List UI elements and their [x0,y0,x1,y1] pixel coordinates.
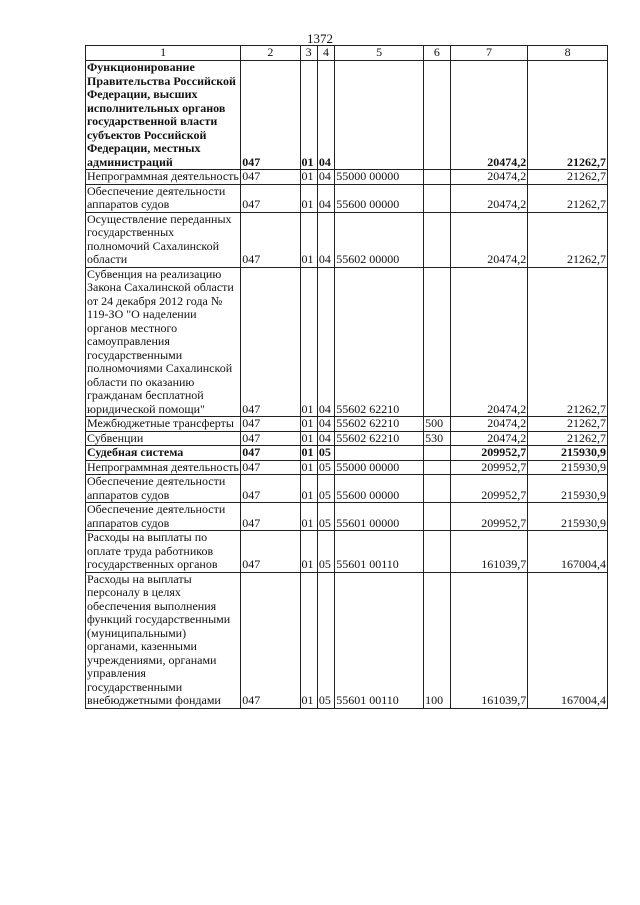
row-name-cell: Расходы на выплаты персоналу в целях обеспечения выполнения функций государственными (муниципальными) органами, казенными учреждениями, органами управления государственными внебюджетными фондами [86,572,241,708]
row-sum-2025-cell: 20474,2 [450,212,528,267]
row-vr-cell [424,267,451,417]
row-ved-cell: 047 [241,572,300,708]
row-ved-cell: 047 [241,417,300,432]
row-csr-cell: 55602 00000 [335,212,424,267]
row-sum-2026-cell: 21262,7 [528,184,608,212]
row-vr-cell [424,170,451,185]
row-pr-cell: 05 [317,446,334,461]
column-header: 3 [300,46,317,61]
row-pr-cell: 04 [317,267,334,417]
row-sum-2025-cell: 161039,7 [450,572,528,708]
table-row [86,503,608,531]
row-pr-cell: 05 [317,503,334,531]
row-sum-2025-cell: 209952,7 [450,475,528,503]
row-name-cell: Субвенция на реализацию Закона Сахалинской области от 24 декабря 2012 года № 119-ЗО "О наделении органов местного самоуправления государственными полномочиями Сахалинской области по оказанию гражданам бесплатной юридической помощи" [86,267,241,417]
row-vr-cell [424,212,451,267]
row-pr-cell: 04 [317,212,334,267]
table-row [86,417,608,432]
row-sum-2026-cell: 167004,4 [528,572,608,708]
budget-table [85,45,608,709]
row-csr-cell: 55000 00000 [335,170,424,185]
row-ved-cell: 047 [241,531,300,573]
table-row [86,475,608,503]
row-csr-cell: 55601 00000 [335,503,424,531]
row-sum-2026-cell: 215930,9 [528,460,608,475]
row-sum-2026-cell: 215930,9 [528,475,608,503]
row-name-cell: Непрограммная деятельность [87,169,239,183]
row-vr-cell [424,460,451,475]
row-sum-2026-cell: 21262,7 [528,212,608,267]
row-name-cell: Субвенции [86,431,241,446]
row-rz-cell: 01 [300,475,317,503]
row-csr-cell: 55602 62210 [335,431,424,446]
row-rz-cell: 01 [300,267,317,417]
row-csr-cell: 55600 00000 [335,475,424,503]
row-ved-cell: 047 [241,267,300,417]
row-rz-cell: 01 [300,531,317,573]
row-sum-2025-cell: 161039,7 [450,531,528,573]
column-header: 5 [335,46,424,61]
row-vr-cell: 100 [424,572,451,708]
column-header: 8 [528,46,608,61]
row-vr-cell [424,503,451,531]
table-row [86,267,608,417]
row-rz-cell: 01 [300,446,317,461]
row-sum-2025-cell: 20474,2 [450,417,528,432]
row-sum-2026-cell: 215930,9 [528,503,608,531]
table-row [86,212,608,267]
row-sum-2026-cell: 21262,7 [528,61,608,170]
table-row [86,460,608,475]
row-rz-cell: 01 [300,460,317,475]
row-csr-cell: 55601 00110 [335,531,424,573]
row-name-cell: Расходы на выплаты по оплате труда работников государственных органов [86,531,241,573]
row-sum-2025-cell: 20474,2 [450,431,528,446]
row-name-cell: Обеспечение деятельности аппаратов судов [86,475,241,503]
row-pr-cell: 05 [317,531,334,573]
row-name-cell: Обеспечение деятельности аппаратов судов [86,184,241,212]
row-name-cell: Осуществление переданных государственных полномочий Сахалинской области [86,212,241,267]
row-pr-cell: 05 [317,475,334,503]
row-vr-cell [424,475,451,503]
row-sum-2025-cell: 20474,2 [450,170,528,185]
row-vr-cell: 500 [424,417,451,432]
row-sum-2026-cell: 21262,7 [528,431,608,446]
row-pr-cell: 04 [317,170,334,185]
row-csr-cell [335,61,424,170]
row-rz-cell: 01 [300,572,317,708]
row-vr-cell: 530 [424,431,451,446]
table-body [86,61,608,709]
column-header: 4 [317,46,334,61]
row-sum-2026-cell: 167004,4 [528,531,608,573]
row-csr-cell [335,446,424,461]
row-name-cell: Обеспечение деятельности аппаратов судов [86,503,241,531]
row-pr-cell: 04 [317,61,334,170]
row-rz-cell: 01 [300,170,317,185]
row-ved-cell: 047 [241,475,300,503]
row-vr-cell [424,446,451,461]
row-rz-cell: 01 [300,503,317,531]
row-csr-cell: 55602 62210 [335,267,424,417]
row-sum-2025-cell: 20474,2 [450,267,528,417]
row-ved-cell: 047 [241,431,300,446]
row-rz-cell: 01 [300,184,317,212]
row-sum-2026-cell: 21262,7 [528,417,608,432]
row-ved-cell: 047 [241,212,300,267]
row-sum-2026-cell: 215930,9 [528,446,608,461]
row-sum-2026-cell: 21262,7 [528,170,608,185]
column-header: 6 [424,46,451,61]
row-pr-cell: 04 [317,417,334,432]
column-header: 2 [241,46,300,61]
row-csr-cell: 55601 00110 [335,572,424,708]
row-pr-cell: 05 [317,572,334,708]
row-name-cell: Судебная система [86,446,241,461]
row-sum-2025-cell: 20474,2 [450,61,528,170]
row-csr-cell: 55000 00000 [335,460,424,475]
row-sum-2025-cell: 209952,7 [450,503,528,531]
row-name-cell: Функционирование Правительства Российской Федерации, высших исполнительных органов государственной власти субъектов Российской Федерации, местных администраций [86,61,241,170]
row-pr-cell: 04 [317,431,334,446]
row-name-cell: Межбюджетные трансферты [86,417,241,432]
table-row [86,572,608,708]
page-number: 1372 [307,31,333,46]
row-pr-cell: 04 [317,184,334,212]
table-row [86,431,608,446]
table-row [86,61,608,170]
row-vr-cell [424,184,451,212]
table-row [86,446,608,461]
row-sum-2025-cell: 209952,7 [450,446,528,461]
table-header-row [86,46,608,61]
row-ved-cell: 047 [241,170,300,185]
row-ved-cell: 047 [241,460,300,475]
row-sum-2025-cell: 20474,2 [450,184,528,212]
row-rz-cell: 01 [300,61,317,170]
row-csr-cell: 55600 00000 [335,184,424,212]
row-pr-cell: 05 [317,460,334,475]
row-ved-cell: 047 [241,184,300,212]
column-header: 7 [450,46,528,61]
row-csr-cell: 55602 62210 [335,417,424,432]
table-row [86,170,608,185]
row-ved-cell: 047 [241,503,300,531]
row-rz-cell: 01 [300,417,317,432]
row-ved-cell: 047 [241,446,300,461]
row-sum-2026-cell: 21262,7 [528,267,608,417]
table-row [86,184,608,212]
row-ved-cell: 047 [241,61,300,170]
row-vr-cell [424,531,451,573]
row-rz-cell: 01 [300,431,317,446]
row-sum-2025-cell: 209952,7 [450,460,528,475]
row-vr-cell [424,61,451,170]
table-row [86,531,608,573]
row-rz-cell: 01 [300,212,317,267]
column-header: 1 [86,46,241,61]
row-name-cell: Непрограммная деятельность [87,460,239,474]
